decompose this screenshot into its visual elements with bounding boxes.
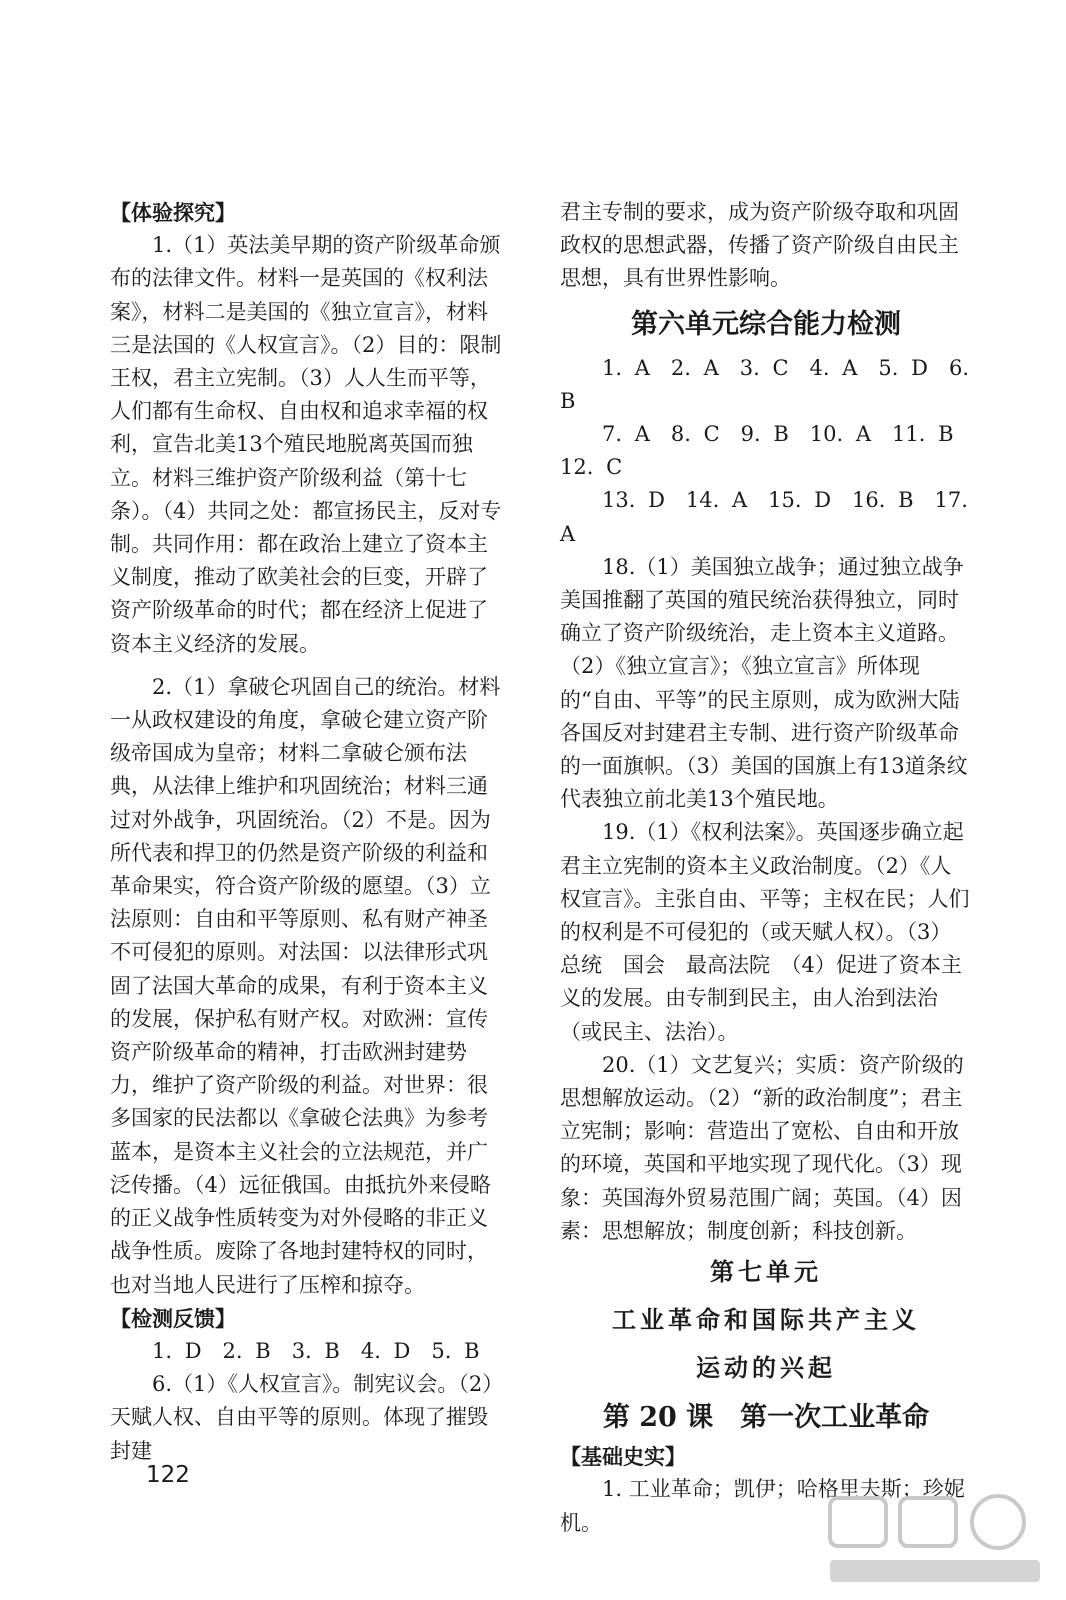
answer-18: 18.（1）美国独立战争；通过独立战争美国推翻了英国的殖民统治获得独立，同时确立了资产阶级统治，走上资本主义道路。（2）《独立宣言》；《独立宣言》所体现的“自由、平等”的民主原则，成为欧洲大陆各国反对封建君主专制、进行资产阶级革命的一面旗帜。（3）美国的国旗上有13道条纹代表独立前北美13个殖民地。 (560, 554, 968, 812)
answer-paragraph-6: 6.（1）《人权宣言》。制宪议会。（2）天赋人权、自由平等的原则。体现了摧毁封建 (110, 1372, 504, 1463)
left-column (110, 196, 508, 1468)
answer-paragraph-1: 1.（1）英法美早期的资产阶级革命颁布的法律文件。材料一是英国的《权利法案》，材料二是美国的《独立宣言》，材料三是法国的《人权宣言》。（2）目的：限制王权，君主立宪制。（3）人人生而平等，人们都有生命权、自由权和追求幸福的权利，宣告北美13个殖民地脱离英国而独立。材料三维护资产阶级利益（第十七条）。（4）共同之处：都宣扬民主，反对专制。共同作用：都在政治上建立了资本主义制度，推动了欧美社会的巨变，开辟了资产阶级革命的时代；都在经济上促进了资本主义经济的发展。 (110, 233, 502, 656)
section-title-feedback: 【检测反馈】 (110, 1305, 236, 1331)
watermark-logo (820, 1490, 1050, 1590)
page-number: 122 (146, 1462, 190, 1488)
continued-text: 君主专制的要求，成为资产阶级夺取和巩固政权的思想武器，传播了资产阶级自由民主思想，具有世界性影响。 (560, 200, 959, 291)
answer-19: 19.（1）《权利法案》。英国逐步确立起君主立宪制的资本主义政治制度。（2）《人权宣言》。主张自由、平等；主权在民；人们的权利是不可侵犯的（或天赋人权）。（3）总统 国会 最高法院 （4）促进了资本主义的发展。由专制到民主，由人治到法治（或民主、法治）。 (560, 820, 970, 1044)
unit7-title: 第七单元 (710, 1257, 822, 1287)
answer-row-2: 7. A 8. C 9. B 10. A 11. B 12. C (560, 422, 975, 480)
unit7-subtitle-line2: 运动的兴起 (696, 1353, 836, 1383)
unit6-title: 第六单元综合能力检测 (631, 308, 901, 340)
answer-20: 20.（1）文艺复兴；实质：资产阶级的思想解放运动。（2）“新的政治制度”；君主立宪制；影响：营造出了宽松、自由和开放的环境，英国和平地实现了现代化。（3）现象：英国海外贸易范围广阔；英国。（4）因素：思想解放；制度创新；科技创新。 (560, 1052, 964, 1243)
unit7-subtitle-line1: 工业革命和国际共产主义 (612, 1305, 920, 1335)
basics-answer-1: 1. 工业革命；凯伊；哈格里夫斯；珍妮机。 (560, 1477, 965, 1535)
answer-row-1: 1. A 2. A 3. C 4. A 5. D 6. B (560, 355, 969, 413)
section-title-basics: 【基础史实】 (560, 1444, 686, 1470)
lesson-title: 第 20 课 第一次工业革命 (602, 1402, 930, 1434)
answer-row-3: 13. D 14. A 15. D 16. B 17. A (560, 488, 968, 546)
choice-answers: 1. D 2. B 3. B 4. D 5. B (152, 1338, 480, 1363)
right-column (560, 196, 975, 1540)
answer-paragraph-2: 2.（1）拿破仑巩固自己的统治。材料一从政权建设的角度，拿破仑建立资产阶级帝国成为皇帝；材料二拿破仑颁布法典，从法律上维护和巩固统治；材料三通过对外战争，巩固统治。（2）不是。因为所代表和捍卫的仍然是资产阶级的利益和革命果实，符合资产阶级的愿望。（3）立法原则：自由和平等原则、私有财产神圣不可侵犯的原则。对法国：以法律形式巩固了法国大革命的成果，有利于资本主义的发展，保护私有财产权。对欧洲：宣传资产阶级革命的精神，打击欧洲封建势力，维护了资产阶级的利益。对世界：很多国家的民法都以《拿破仑法典》为参考蓝本，是资本主义社会的立法规范，并广泛传播。（4）远征俄国。由抵抗外来侵略的正义战争性质转变为对外侵略的非正义战争性质。废除了各地封建特权的同时，也对当地人民进行了压榨和掠夺。 (110, 674, 501, 1297)
section-title-experience: 【体验探究】 (110, 200, 236, 225)
